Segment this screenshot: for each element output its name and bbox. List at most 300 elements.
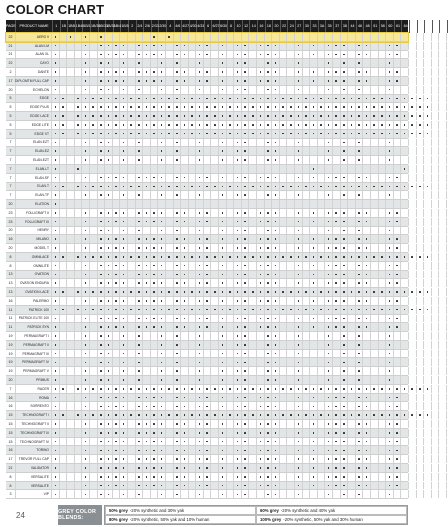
row-cell xyxy=(196,253,204,261)
table-row xyxy=(6,209,408,218)
available-dot-icon xyxy=(343,370,345,372)
row-cell xyxy=(227,306,235,314)
row-cell xyxy=(280,438,288,446)
available-dot-icon xyxy=(176,124,178,126)
available-dot-icon xyxy=(335,450,337,452)
row-cell xyxy=(60,411,68,419)
available-dot-icon xyxy=(298,282,300,284)
row-cell xyxy=(174,130,182,138)
row-cell xyxy=(439,68,447,76)
row-cell xyxy=(128,112,136,120)
available-dot-icon xyxy=(366,476,368,478)
row-cell xyxy=(234,130,242,138)
available-dot-icon xyxy=(260,274,262,276)
row-cell xyxy=(234,77,242,85)
available-dot-icon xyxy=(275,441,277,443)
row-cell xyxy=(310,95,318,103)
row-cell xyxy=(318,95,326,103)
available-dot-icon xyxy=(373,291,375,293)
row-cell xyxy=(143,103,151,111)
row-cell xyxy=(211,279,219,287)
row-cell xyxy=(60,95,68,103)
available-dot-icon xyxy=(260,414,262,416)
row-cell xyxy=(219,315,227,323)
row-cell xyxy=(280,482,288,490)
available-dot-icon xyxy=(427,291,429,293)
row-cell xyxy=(341,156,349,164)
row-cell xyxy=(136,323,144,331)
row-cell xyxy=(249,218,257,226)
row-cell xyxy=(128,103,136,111)
row-cell xyxy=(341,235,349,243)
header-col: 1 xyxy=(53,20,61,33)
available-dot-icon xyxy=(275,177,277,179)
row-cell xyxy=(280,59,288,67)
available-dot-icon xyxy=(85,54,87,56)
row-cell xyxy=(303,147,311,155)
row-cell xyxy=(379,147,387,155)
available-dot-icon xyxy=(320,309,322,311)
available-dot-icon xyxy=(328,71,330,73)
row-cell xyxy=(219,332,227,340)
row-cell xyxy=(120,156,128,164)
row-cell xyxy=(257,323,265,331)
row-cell xyxy=(310,51,318,59)
row-cell xyxy=(67,367,75,375)
row-cell xyxy=(272,235,280,243)
available-dot-icon xyxy=(381,291,383,293)
row-cell xyxy=(189,147,197,155)
row-cell xyxy=(439,367,447,375)
row-cell xyxy=(128,332,136,340)
row-cell xyxy=(409,323,417,331)
available-dot-icon xyxy=(222,238,224,240)
row-cell xyxy=(158,59,166,67)
available-dot-icon xyxy=(305,309,307,311)
row-cell xyxy=(120,253,128,261)
row-cell xyxy=(310,68,318,76)
available-dot-icon xyxy=(62,414,64,416)
available-dot-icon xyxy=(381,106,383,108)
table-row xyxy=(6,367,408,376)
row-cell xyxy=(158,279,166,287)
row-cell xyxy=(409,350,417,358)
row-cell xyxy=(90,288,98,296)
row-cell xyxy=(348,42,356,50)
row-cell xyxy=(227,147,235,155)
row-cell xyxy=(394,59,402,67)
row-cell xyxy=(166,147,174,155)
row-cell xyxy=(105,411,113,419)
row-cell xyxy=(287,279,295,287)
available-dot-icon xyxy=(298,212,300,214)
row-cell xyxy=(432,411,440,419)
available-dot-icon xyxy=(298,45,300,47)
available-dot-icon xyxy=(237,142,239,144)
available-dot-icon xyxy=(138,212,140,214)
available-dot-icon xyxy=(351,291,353,293)
available-dot-icon xyxy=(313,274,315,276)
available-dot-icon xyxy=(123,370,125,372)
available-dot-icon xyxy=(222,291,224,293)
row-cell xyxy=(98,262,106,270)
available-dot-icon xyxy=(237,247,239,249)
row-cell xyxy=(189,306,197,314)
row-cell xyxy=(196,147,204,155)
row-cell xyxy=(52,77,60,85)
row-cell xyxy=(401,350,409,358)
row-cell xyxy=(90,103,98,111)
row-cell xyxy=(196,139,204,147)
row-cell xyxy=(257,200,265,208)
row-cell xyxy=(371,262,379,270)
row-cell xyxy=(151,394,159,402)
available-dot-icon xyxy=(366,326,368,328)
header-col: 2/30 xyxy=(159,20,167,33)
available-dot-icon xyxy=(138,106,140,108)
available-dot-icon xyxy=(176,344,178,346)
row-cell xyxy=(439,420,447,428)
row-cell xyxy=(196,438,204,446)
row-cell xyxy=(272,209,280,217)
available-dot-icon xyxy=(358,133,360,135)
available-dot-icon xyxy=(153,98,155,100)
available-dot-icon xyxy=(55,300,57,302)
available-dot-icon xyxy=(419,133,421,135)
available-dot-icon xyxy=(396,247,398,249)
available-dot-icon xyxy=(138,423,140,425)
row-cell xyxy=(257,183,265,191)
available-dot-icon xyxy=(176,54,178,56)
row-cell xyxy=(318,341,326,349)
row-cell xyxy=(257,376,265,384)
available-dot-icon xyxy=(313,414,315,416)
available-dot-icon xyxy=(123,388,125,390)
available-dot-icon xyxy=(85,458,87,460)
row-cell xyxy=(280,147,288,155)
row-cell xyxy=(325,288,333,296)
row-cell xyxy=(424,315,432,323)
row-cell xyxy=(166,68,174,76)
row-cell xyxy=(333,341,341,349)
row-cell xyxy=(432,323,440,331)
row-cell xyxy=(67,473,75,481)
row-cell xyxy=(113,218,121,226)
row-cell xyxy=(166,130,174,138)
available-dot-icon xyxy=(335,423,337,425)
available-dot-icon xyxy=(222,142,224,144)
row-cell xyxy=(174,315,182,323)
row-cell xyxy=(379,227,387,235)
available-dot-icon xyxy=(419,388,421,390)
row-cell xyxy=(136,446,144,454)
available-dot-icon xyxy=(244,230,246,232)
available-dot-icon xyxy=(85,80,87,82)
row-page: 5 xyxy=(6,130,16,138)
row-cell xyxy=(136,394,144,402)
available-dot-icon xyxy=(100,115,102,117)
row-cell xyxy=(371,385,379,393)
row-cell xyxy=(417,42,425,50)
available-dot-icon xyxy=(161,62,163,64)
available-dot-icon xyxy=(396,467,398,469)
row-cell xyxy=(151,59,159,67)
available-dot-icon xyxy=(298,247,300,249)
row-cell xyxy=(105,429,113,437)
row-cell xyxy=(333,112,341,120)
row-cell xyxy=(424,411,432,419)
available-dot-icon xyxy=(146,124,148,126)
available-dot-icon xyxy=(123,45,125,47)
available-dot-icon xyxy=(237,212,239,214)
available-dot-icon xyxy=(267,98,269,100)
row-cell xyxy=(120,68,128,76)
row-cell xyxy=(424,130,432,138)
row-cell xyxy=(287,139,295,147)
row-cell xyxy=(242,315,250,323)
row-cell xyxy=(242,200,250,208)
row-cell xyxy=(158,411,166,419)
row-cell xyxy=(166,218,174,226)
table-row xyxy=(6,411,408,420)
row-cell xyxy=(265,235,273,243)
row-cell xyxy=(136,227,144,235)
row-page: 11 xyxy=(6,315,16,323)
row-cell xyxy=(189,174,197,182)
row-cell xyxy=(394,358,402,366)
row-cell xyxy=(196,323,204,331)
row-cell xyxy=(272,262,280,270)
row-cell xyxy=(295,147,303,155)
row-cell xyxy=(196,429,204,437)
row-cell xyxy=(204,59,212,67)
row-cell xyxy=(310,332,318,340)
row-cell xyxy=(227,482,235,490)
available-dot-icon xyxy=(108,406,110,408)
row-cell xyxy=(75,244,83,252)
row-cell xyxy=(242,473,250,481)
row-cell xyxy=(151,306,159,314)
available-dot-icon xyxy=(351,414,353,416)
row-cell xyxy=(371,323,379,331)
row-cell xyxy=(257,341,265,349)
row-cell xyxy=(151,455,159,463)
row-product-name: OVATION ENDURA xyxy=(16,279,52,287)
row-cell xyxy=(174,191,182,199)
row-cell xyxy=(67,77,75,85)
row-page: 16 xyxy=(6,402,16,410)
row-cell xyxy=(136,121,144,129)
row-cell xyxy=(219,262,227,270)
available-dot-icon xyxy=(206,133,208,135)
row-cell xyxy=(242,77,250,85)
header-col: 20 xyxy=(273,20,281,33)
row-cell xyxy=(67,130,75,138)
available-dot-icon xyxy=(366,45,368,47)
row-cell xyxy=(394,438,402,446)
row-cell xyxy=(318,271,326,279)
row-cell xyxy=(174,411,182,419)
available-dot-icon xyxy=(85,106,87,108)
row-cell xyxy=(67,323,75,331)
row-cell xyxy=(417,482,425,490)
available-dot-icon xyxy=(351,115,353,117)
row-cell xyxy=(158,95,166,103)
available-dot-icon xyxy=(108,326,110,328)
row-cell xyxy=(158,103,166,111)
row-cell xyxy=(409,42,417,50)
row-cell xyxy=(401,385,409,393)
row-cell xyxy=(227,130,235,138)
row-cell xyxy=(249,411,257,419)
available-dot-icon xyxy=(427,309,429,311)
available-dot-icon xyxy=(358,230,360,232)
available-dot-icon xyxy=(123,221,125,223)
row-cell xyxy=(136,376,144,384)
row-cell xyxy=(196,200,204,208)
row-cell xyxy=(424,490,432,498)
available-dot-icon xyxy=(77,115,79,117)
row-cell xyxy=(325,95,333,103)
row-cell xyxy=(272,358,280,366)
row-cell xyxy=(60,306,68,314)
available-dot-icon xyxy=(343,247,345,249)
available-dot-icon xyxy=(328,45,330,47)
row-cell xyxy=(394,367,402,375)
row-cell xyxy=(303,315,311,323)
row-cell xyxy=(158,446,166,454)
row-cell xyxy=(432,315,440,323)
available-dot-icon xyxy=(130,115,132,117)
row-cell xyxy=(303,183,311,191)
row-cell xyxy=(295,139,303,147)
row-cell xyxy=(409,332,417,340)
available-dot-icon xyxy=(130,133,132,135)
available-dot-icon xyxy=(328,80,330,82)
row-cell xyxy=(128,446,136,454)
row-cell xyxy=(151,103,159,111)
available-dot-icon xyxy=(55,282,57,284)
row-cell xyxy=(257,121,265,129)
available-dot-icon xyxy=(427,186,429,188)
row-cell xyxy=(386,121,394,129)
available-dot-icon xyxy=(191,186,193,188)
available-dot-icon xyxy=(275,45,277,47)
available-dot-icon xyxy=(389,133,391,135)
row-cell xyxy=(143,420,151,428)
row-cell xyxy=(439,438,447,446)
row-cell xyxy=(272,244,280,252)
available-dot-icon xyxy=(100,344,102,346)
available-dot-icon xyxy=(358,476,360,478)
available-dot-icon xyxy=(161,397,163,399)
row-cell xyxy=(234,165,242,173)
row-cell xyxy=(227,455,235,463)
row-cell xyxy=(234,420,242,428)
available-dot-icon xyxy=(244,335,246,337)
row-cell xyxy=(196,490,204,498)
row-cell xyxy=(280,394,288,402)
row-cell xyxy=(113,376,121,384)
available-dot-icon xyxy=(153,36,155,38)
available-dot-icon xyxy=(55,370,57,372)
row-cell xyxy=(432,490,440,498)
row-cell xyxy=(265,473,273,481)
available-dot-icon xyxy=(115,423,117,425)
available-dot-icon xyxy=(313,406,315,408)
row-cell xyxy=(379,139,387,147)
header-col: 4 xyxy=(167,20,175,33)
row-page: 7 xyxy=(6,183,16,191)
row-cell xyxy=(386,482,394,490)
row-cell xyxy=(417,139,425,147)
row-cell xyxy=(249,358,257,366)
row-cell xyxy=(227,262,235,270)
row-cell xyxy=(432,156,440,164)
row-cell xyxy=(219,367,227,375)
available-dot-icon xyxy=(55,106,57,108)
row-cell xyxy=(234,455,242,463)
row-cell xyxy=(356,279,364,287)
row-cell xyxy=(287,455,295,463)
row-cell xyxy=(60,315,68,323)
row-cell xyxy=(310,218,318,226)
row-cell xyxy=(265,367,273,375)
row-cell xyxy=(181,218,189,226)
row-cell xyxy=(120,350,128,358)
available-dot-icon xyxy=(153,256,155,258)
available-dot-icon xyxy=(138,414,140,416)
available-dot-icon xyxy=(343,106,345,108)
row-cell xyxy=(295,59,303,67)
row-cell xyxy=(174,209,182,217)
available-dot-icon xyxy=(275,71,277,73)
available-dot-icon xyxy=(275,80,277,82)
row-cell xyxy=(143,218,151,226)
row-cell xyxy=(401,156,409,164)
table-row xyxy=(6,402,408,411)
available-dot-icon xyxy=(328,133,330,135)
available-dot-icon xyxy=(199,318,201,320)
row-page: 5 xyxy=(6,95,16,103)
row-cell xyxy=(234,183,242,191)
available-dot-icon xyxy=(199,406,201,408)
row-cell xyxy=(60,121,68,129)
row-cell xyxy=(363,490,371,498)
available-dot-icon xyxy=(411,309,413,311)
row-cell xyxy=(265,288,273,296)
available-dot-icon xyxy=(138,441,140,443)
row-cell xyxy=(166,306,174,314)
row-cell xyxy=(181,279,189,287)
row-cell xyxy=(386,358,394,366)
row-cell xyxy=(432,482,440,490)
row-cell xyxy=(295,244,303,252)
row-cell xyxy=(166,235,174,243)
row-cell xyxy=(295,218,303,226)
row-cell xyxy=(90,42,98,50)
row-cell xyxy=(432,358,440,366)
available-dot-icon xyxy=(161,256,163,258)
row-cell xyxy=(379,86,387,94)
row-cell xyxy=(211,51,219,59)
row-cell xyxy=(219,218,227,226)
row-cell xyxy=(318,315,326,323)
available-dot-icon xyxy=(77,133,79,135)
row-cell xyxy=(211,402,219,410)
available-dot-icon xyxy=(328,150,330,152)
available-dot-icon xyxy=(252,186,254,188)
